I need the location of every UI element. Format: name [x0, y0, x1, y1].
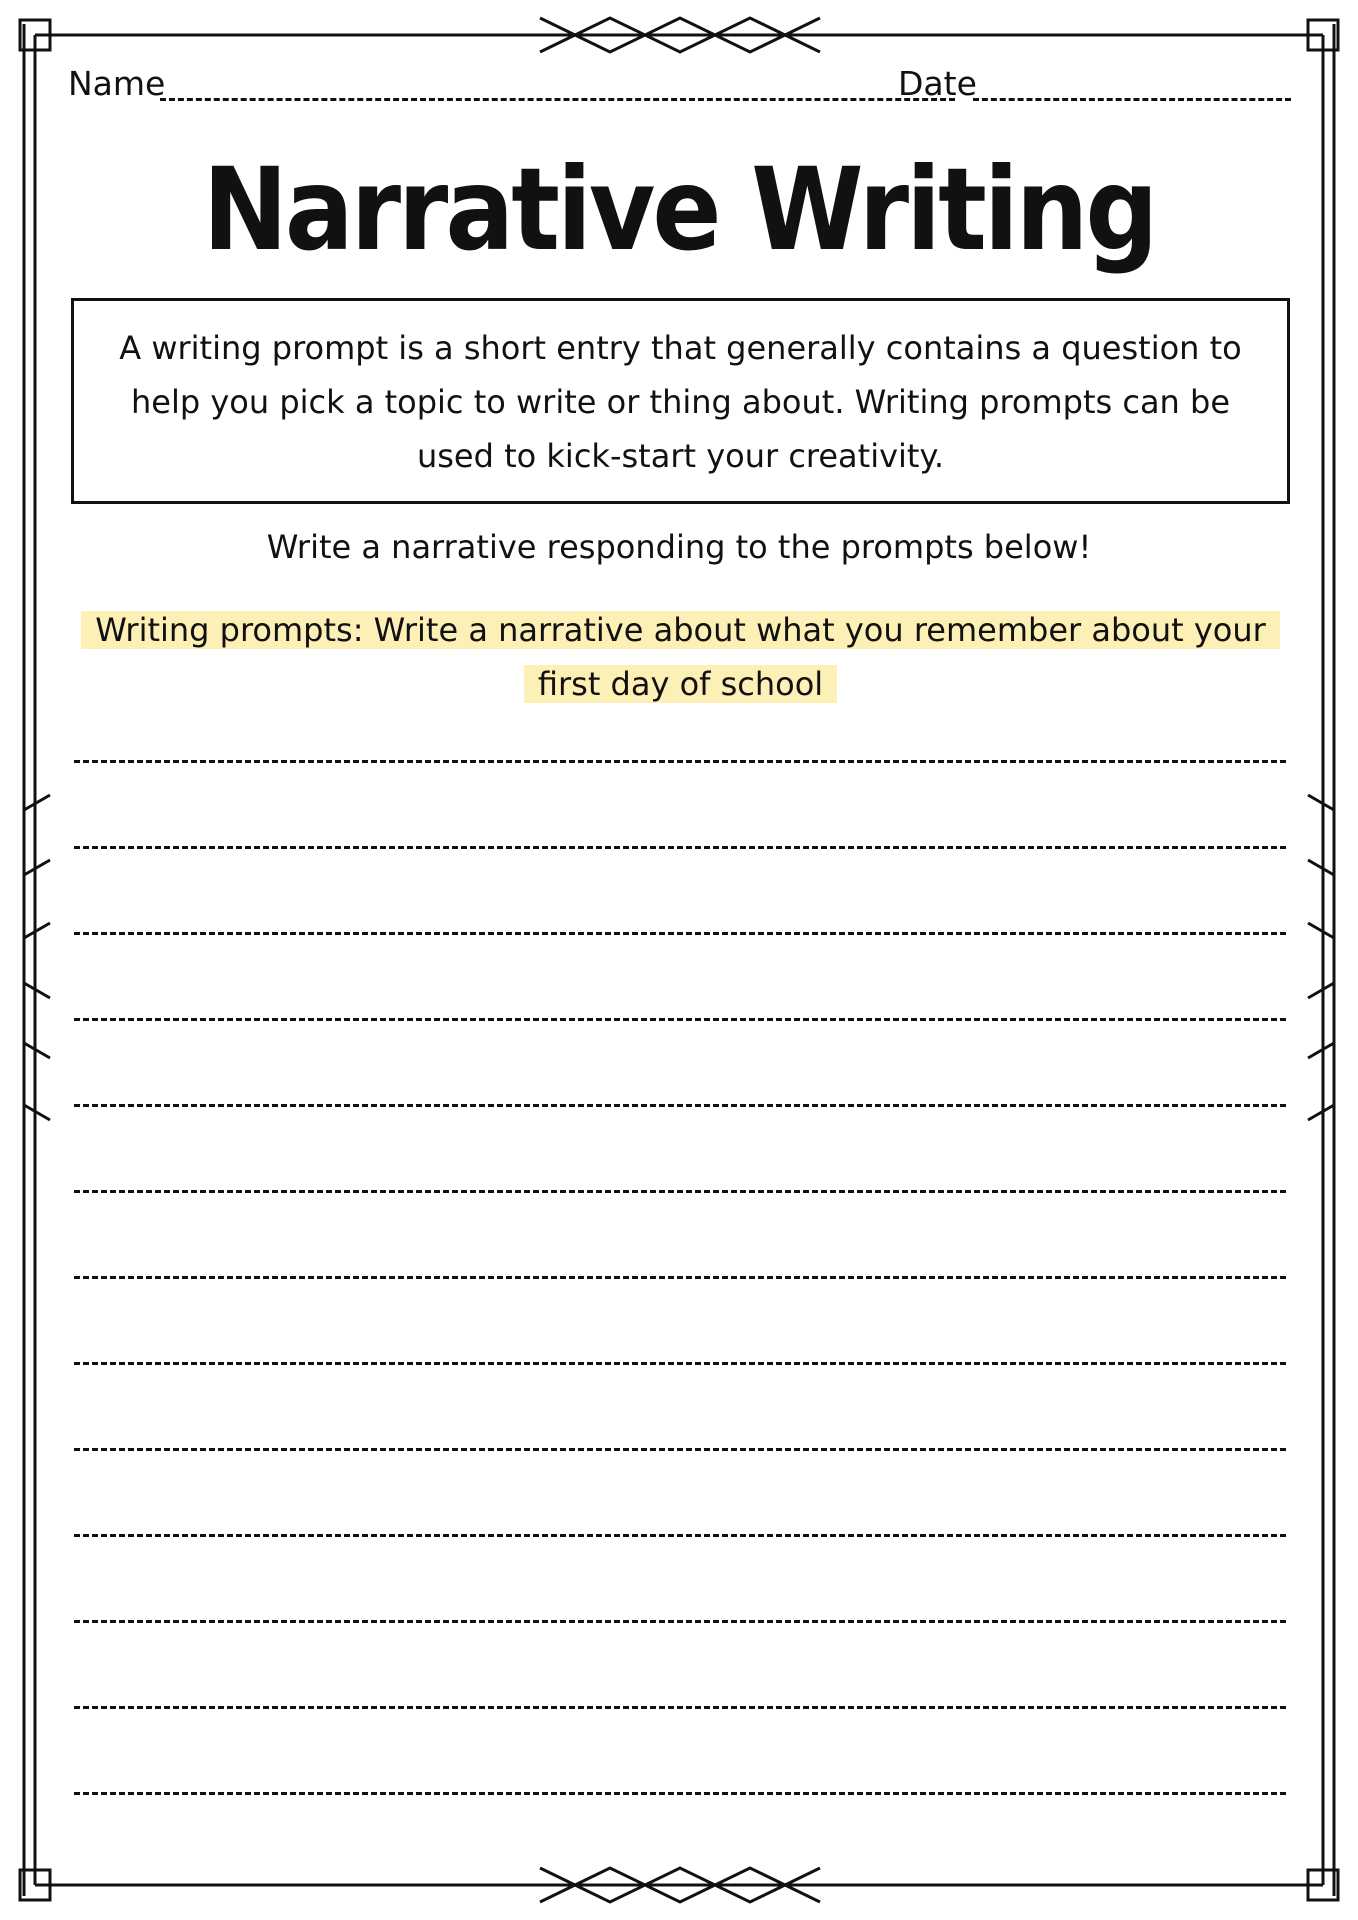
- name-date-row: [68, 62, 1293, 106]
- answer-line[interactable]: [74, 932, 1286, 935]
- answer-line[interactable]: [74, 1018, 1286, 1021]
- instruction-text: Write a narrative responding to the prompts below!: [266, 528, 1092, 566]
- date-label: Date: [898, 64, 977, 103]
- answer-line[interactable]: [74, 760, 1286, 763]
- answer-line[interactable]: [74, 1534, 1286, 1537]
- date-field[interactable]: [973, 98, 1291, 101]
- intro-box: [71, 298, 1290, 504]
- writing-prompt-text: Writing prompts: Write a narrative about what you remember about your first day of school: [81, 611, 1280, 703]
- intro-text: A writing prompt is a short entry that generally contains a question to help you pick a topic to write or thing about. Writing prompts can be used to kick-start your creativity.: [119, 329, 1242, 475]
- answer-line[interactable]: [74, 1448, 1286, 1451]
- name-field[interactable]: [160, 98, 955, 101]
- writing-prompt: [71, 603, 1290, 711]
- answer-line[interactable]: [74, 1276, 1286, 1279]
- answer-lines-area: [74, 760, 1286, 1878]
- answer-line[interactable]: [74, 1104, 1286, 1107]
- name-label: Name: [68, 64, 166, 103]
- answer-line[interactable]: [74, 1362, 1286, 1365]
- answer-line[interactable]: [74, 846, 1286, 849]
- answer-line[interactable]: [74, 1792, 1286, 1795]
- answer-line[interactable]: [74, 1190, 1286, 1193]
- answer-line[interactable]: [74, 1620, 1286, 1623]
- page-title: Narrative Writing: [202, 143, 1156, 277]
- answer-line[interactable]: [74, 1706, 1286, 1709]
